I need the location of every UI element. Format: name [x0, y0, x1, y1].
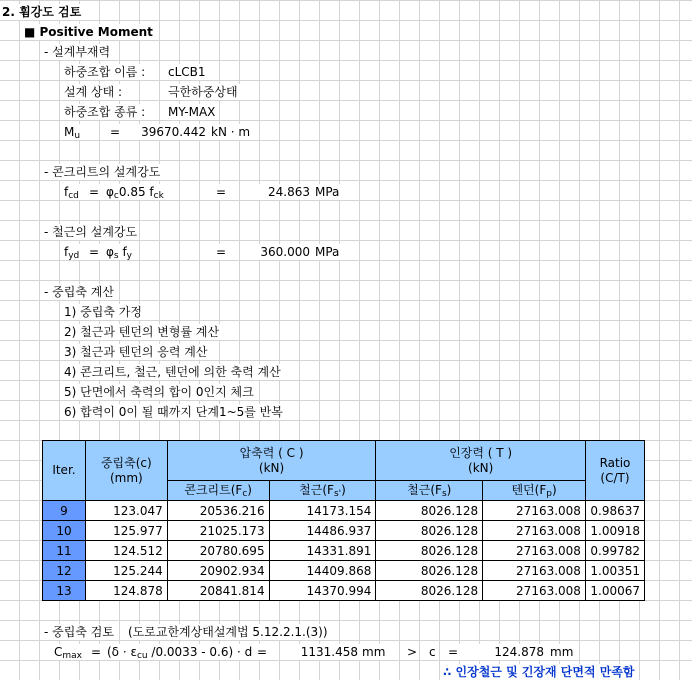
header-compression: 압축력 ( C ) (kN) — [167, 441, 376, 481]
cmax-unit: mm — [362, 645, 386, 659]
c-cell: 125.977 — [85, 521, 167, 541]
fyd-value: 360.000 — [240, 244, 312, 260]
fcd-equals: = — [89, 185, 100, 199]
step-item: 1) 중립축 가정 — [64, 305, 142, 319]
mu-value: 39670.442 — [130, 124, 208, 140]
iter-cell: 11 — [43, 541, 86, 561]
fs-cell: 8026.128 — [376, 541, 483, 561]
fsp-cell: 14409.868 — [269, 561, 376, 581]
fyd-formula: $\varphi_s$ $f_y$ — [106, 245, 132, 261]
mu-equals: = — [110, 125, 121, 139]
fyd-symbol: $f_{yd}$ — [64, 245, 80, 261]
section-title: 2. 휨강도 검토 — [2, 5, 82, 19]
cmax-value: 1131.458 — [290, 644, 360, 660]
c-cell: 124.512 — [85, 541, 167, 561]
step-item: 4) 콘크리트, 철근, 텐던에 의한 축력 계산 — [64, 365, 281, 379]
fyd-equals-2: = — [216, 245, 227, 259]
design-force-heading: - 설계부재력 — [44, 45, 111, 59]
ratio-cell: 1.00918 — [585, 521, 644, 541]
cmax-formula: ($\delta \cdot \varepsilon_{cu}$ /0.0033 - 0.6) · d — [107, 645, 253, 661]
step-item: 2) 철근과 텐던의 변형률 계산 — [64, 325, 220, 339]
header-steel-compression: 철근$(F_{s'})$ — [269, 481, 376, 501]
fs-cell: 8026.128 — [376, 561, 483, 581]
iteration-table — [42, 440, 645, 601]
fsp-cell: 14331.891 — [269, 541, 376, 561]
table-row — [43, 501, 645, 521]
na-check-heading: - 중립축 검토 — [44, 625, 114, 639]
c-cell: 124.878 — [85, 581, 167, 601]
cmax-equals: = — [91, 645, 102, 659]
greater-than-sign: > — [407, 645, 418, 659]
step-item: 5) 단면에서 축력의 합이 0인지 체크 — [64, 385, 254, 399]
cmax-equals-2: = — [257, 645, 268, 659]
fcd-formula: $\varphi_c0.85$ $f_{ck}$ — [106, 185, 164, 201]
fcd-value: 24.863 — [240, 184, 312, 200]
mu-unit: kN · m — [211, 125, 251, 139]
load-combo-name-label: 하중조합 이름 : — [64, 65, 146, 79]
fsp-cell: 14370.994 — [269, 581, 376, 601]
c-value: 124.878 — [470, 644, 546, 660]
ratio-cell: 0.98637 — [585, 501, 644, 521]
fc-cell: 21025.173 — [167, 521, 269, 541]
fp-cell: 27163.008 — [483, 541, 586, 561]
neutral-axis-heading: - 중립축 계산 — [44, 285, 114, 299]
c-equals: = — [448, 645, 459, 659]
fyd-unit: MPa — [315, 245, 340, 259]
conclusion-text: ∴ 인장철근 및 긴장재 단면적 만족함 — [443, 665, 635, 679]
iter-cell: 13 — [43, 581, 86, 601]
header-iter: Iter. — [43, 441, 86, 501]
header-neutral-axis: 중립축(c) (mm) — [85, 441, 167, 501]
subsection-title: ■ Positive Moment — [24, 25, 153, 39]
fc-cell: 20780.695 — [167, 541, 269, 561]
steel-strength-heading: - 철근의 설계강도 — [44, 225, 138, 239]
na-check-reference: (도로교한계상태설계법 5.12.2.1.(3)) — [128, 625, 328, 639]
fsp-cell: 14486.937 — [269, 521, 376, 541]
c-unit: mm — [550, 645, 574, 659]
mu-symbol: $M_u$ — [64, 125, 81, 141]
design-state-label: 설계 상태 : — [64, 85, 123, 99]
fc-cell: 20902.934 — [167, 561, 269, 581]
table-row — [43, 541, 645, 561]
header-ratio: Ratio (C/T) — [585, 441, 644, 501]
table-row — [43, 521, 645, 541]
fs-cell: 8026.128 — [376, 521, 483, 541]
fsp-cell: 14173.154 — [269, 501, 376, 521]
iter-cell: 9 — [43, 501, 86, 521]
load-combo-type-value: MY-MAX — [168, 105, 216, 119]
fp-cell: 27163.008 — [483, 501, 586, 521]
design-state-value: 극한하중상태 — [168, 85, 238, 99]
header-concrete: 콘크리트$(F_c)$ — [167, 481, 269, 501]
table-row — [43, 561, 645, 581]
fc-cell: 20841.814 — [167, 581, 269, 601]
ratio-cell: 1.00351 — [585, 561, 644, 581]
fp-cell: 27163.008 — [483, 521, 586, 541]
iter-cell: 12 — [43, 561, 86, 581]
fyd-equals: = — [89, 245, 100, 259]
load-combo-name-value: cLCB1 — [168, 65, 206, 79]
step-item: 3) 철근과 텐던의 응력 계산 — [64, 345, 208, 359]
c-cell: 123.047 — [85, 501, 167, 521]
fc-cell: 20536.216 — [167, 501, 269, 521]
fcd-equals-2: = — [216, 185, 227, 199]
cmax-symbol: $C_{max}$ — [54, 645, 82, 661]
header-steel-tension: 철근$(F_s)$ — [376, 481, 483, 501]
step-item: 6) 합력이 0이 될 때까지 단계1~5를 반복 — [64, 405, 283, 419]
ratio-cell: 1.00067 — [585, 581, 644, 601]
fs-cell: 8026.128 — [376, 501, 483, 521]
c-symbol: c — [429, 645, 436, 659]
ratio-cell: 0.99782 — [585, 541, 644, 561]
iter-cell: 10 — [43, 521, 86, 541]
load-combo-type-label: 하중조합 종류 : — [64, 105, 146, 119]
concrete-strength-heading: - 콘크리트의 설계강도 — [44, 165, 161, 179]
header-tendon: 텐던$(F_p)$ — [483, 481, 586, 501]
fs-cell: 8026.128 — [376, 581, 483, 601]
fp-cell: 27163.008 — [483, 561, 586, 581]
header-tension: 인장력 ( T ) (kN) — [376, 441, 586, 481]
table-row — [43, 581, 645, 601]
fcd-unit: MPa — [315, 185, 340, 199]
fp-cell: 27163.008 — [483, 581, 586, 601]
c-cell: 125.244 — [85, 561, 167, 581]
fcd-symbol: $f_{cd}$ — [64, 185, 79, 201]
